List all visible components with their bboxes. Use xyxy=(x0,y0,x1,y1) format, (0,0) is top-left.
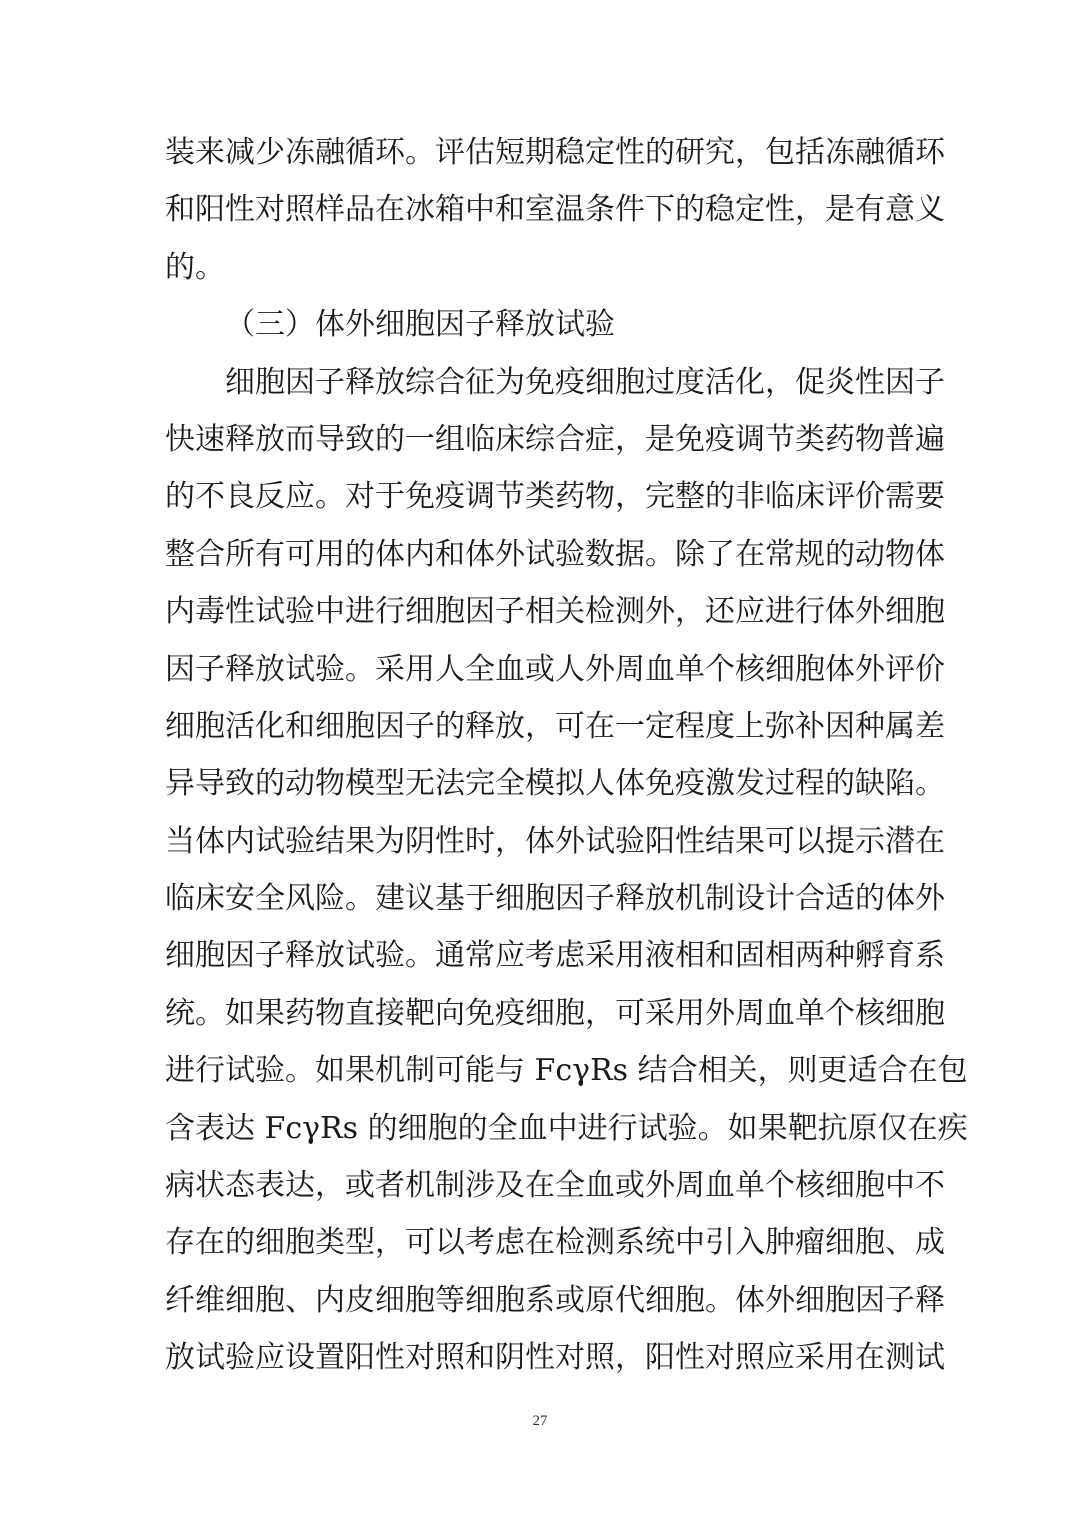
text-line: 临床安全风险。建议基于细胞因子释放机制设计合适的体外 xyxy=(165,881,945,917)
text-line: 的不良反应。对于免疫调节类药物，完整的非临床评价需要 xyxy=(165,479,945,515)
text-line: 存在的细胞类型，可以考虑在检测系统中引入肿瘤细胞、成 xyxy=(165,1225,945,1261)
text-line: 病状态表达，或者机制涉及在全血或外周血单个核细胞中不 xyxy=(165,1168,945,1204)
text-line: 和阳性对照样品在冰箱中和室温条件下的稳定性，是有意义 xyxy=(165,192,945,228)
text-line: 进行试验。如果机制可能与 FcγRs 结合相关，则更适合在包 xyxy=(165,1053,968,1089)
text-line: 含表达 FcγRs 的细胞的全血中进行试验。如果靶抗原仅在疾 xyxy=(165,1110,968,1146)
text-line: 内毒性试验中进行细胞因子相关检测外，还应进行体外细胞 xyxy=(165,594,945,630)
text-line: 放试验应设置阳性对照和阴性对照，阳性对照应采用在测试 xyxy=(165,1340,945,1376)
text-line: 异导致的动物模型无法完全模拟人体免疫激发过程的缺陷。 xyxy=(165,766,945,802)
text-line: 装来减少冻融循环。评估短期稳定性的研究，包括冻融循环 xyxy=(165,135,945,170)
body-text xyxy=(165,124,968,1387)
text-line: 纤维细胞、内皮细胞等细胞系或原代细胞。体外细胞因子释 xyxy=(165,1282,945,1318)
text-line: 细胞活化和细胞因子的释放，可在一定程度上弥补因种属差 xyxy=(165,708,945,744)
text-line: 快速释放而导致的一组临床综合症，是免疫调节类药物普遍 xyxy=(165,421,945,457)
text-line: 整合所有可用的体内和体外试验数据。除了在常规的动物体 xyxy=(165,536,945,572)
section-heading: （三）体外细胞因子释放试验 xyxy=(225,307,615,343)
page-number: 27 xyxy=(532,1413,548,1429)
text-line: 的。 xyxy=(165,249,225,285)
text-line: 当体内试验结果为阴性时，体外试验阳性结果可以提示潜在 xyxy=(165,823,945,859)
text-line: 细胞因子释放试验。通常应考虑采用液相和固相两种孵育系 xyxy=(165,938,945,974)
text-line: 细胞因子释放综合征为免疫细胞过度活化，促炎性因子 xyxy=(225,364,945,400)
text-line: 因子释放试验。采用人全血或人外周血单个核细胞体外评价 xyxy=(165,651,945,687)
text-line: 统。如果药物直接靶向免疫细胞，可采用外周血单个核细胞 xyxy=(165,995,945,1031)
